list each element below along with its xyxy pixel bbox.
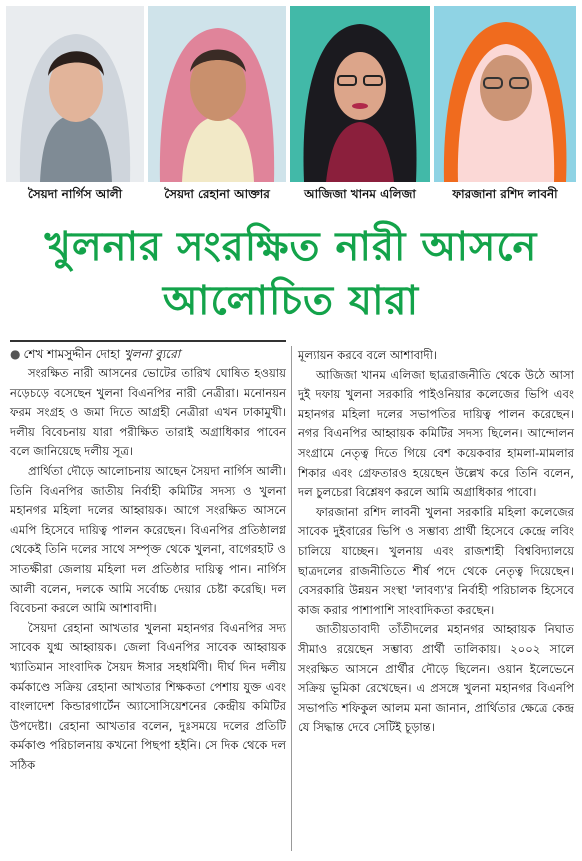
- photo-caption: সৈয়দা নার্গিস আলী: [27, 187, 123, 201]
- article-paragraph: সৈয়দা রেহানা আখতার খুলনা মহানগর বিএনপির সদ্য সাবেক যুগ্ম আহ্বায়ক। জেলা বিএনপির সাবেক আহ্বায়ক খ্যাতিমান সাংবাদিক সৈয়দ ঈসার সহধর্মিণী। দীর্ঘ দিন দলীয় কর্মকাণ্ডে সক্রিয় রেহানা আখতার শিক্ষকতা পেশায় যুক্ত এবং বাংলাদেশ কিন্ডারগার্টেন অ্যাসোসিয়েশনের কেন্দ্রীয় কমিটির উপদেষ্টা। রেহানা আখতার বলেন, দুঃসময়ে দলের প্রতিটি কর্মকাণ্ড পরিচালনায় কখনো পিছপা হইনি। সে দিক থেকে দল সঠিক: [10, 620, 286, 772]
- article-paragraph: জাতীয়তাবাদী তাঁতীদলের মহানগর আহ্বায়ক নিঘাত সীমাও রয়েছেন সম্ভাব্য প্রার্থী তালিকায়। ২০০২ সালে সংরক্ষিত আসনে প্রার্থীর দৌড়ে ছিলেন। ওয়ান ইলেভেনে সক্রিয় ভূমিকা রেখেছেন। এ প্রসঙ্গে খুলনা মহানগর বিএনপি সভাপতি শফিকুল আলম মনা জানান, প্রার্থিতার ক্ষেত্রে কেন্দ্র যে সিদ্ধান্ত দেবে সেটিই চূড়ান্ত।: [298, 622, 574, 735]
- photo-caption: ফারজানা রশিদ লাবনী: [452, 187, 558, 201]
- photo-card-nargis: [6, 6, 144, 204]
- bullet-icon: ●: [10, 347, 21, 361]
- article-paragraph: আজিজা খানম এলিজা ছাত্ররাজনীতি থেকে উঠে আসা দুই দফায় খুলনা সরকারি পাইওনিয়ার কলেজের ভিপি এবং মহানগর মহিলা দলের সভাপতির দায়িত্ব পালন করেছেন। নগর বিএনপির আহ্বায়ক কমিটির সদস্য ছিলেন। আন্দোলন সংগ্রামে নেতৃত্ব দিতে গিয়ে বেশ কয়েকবার হামলা-মামলার শিকার এবং গ্রেফতারও হয়েছেন উল্লেখ করে তিনি বলেন, দল চুলচেরা বিশ্লেষণ করলে আমি অগ্রাধিকার পাবো।: [298, 367, 574, 500]
- headline-line-2: আলোচিত যারা: [162, 278, 420, 324]
- article-paragraph: ফারজানা রশিদ লাবনী খুলনা সরকারি মহিলা কলেজের সাবেক দুইবারের ভিপি ও সম্ভাব্য প্রার্থী হিসেবে কেন্দ্রে লবিং চালিয়ে যাচ্ছেন। খুলনায় এবং রাজশাহী বিশ্ববিদ্যালয়ে ছাত্রদলের রাজনীতিতে শীর্ষ পদে থেকে নেতৃত্ব দিয়েছেন। বেসরকারি উন্নয়ন সংস্থা 'লাবণ্য'র নির্বাহী পরিচালক হিসেবে কাজ করার পাশাপাশি সাংবাদিকতা করছেন।: [298, 504, 574, 617]
- photo-caption: সৈয়দা রেহানা আক্তার: [164, 187, 270, 201]
- byline-bureau: খুলনা ব্যুরো: [123, 347, 181, 361]
- article-paragraph: মূল্যায়ন করবে বলে আশাবাদী।: [298, 348, 438, 362]
- article-paragraph: প্রার্থিতা দৌড়ে আলোচনায় আছেন সৈয়দা নার্গিস আলী। তিনি বিএনপির জাতীয় নির্বাহী কমিটির সদস্য ও খুলনা মহানগর মহিলা দলের আহ্বায়ক। আগে সংরক্ষিত আসনে এমপি হিসেবে দায়িত্ব পালন করেছেন। বিএনপির প্রতিষ্ঠালগ্ন থেকেই তিনি দলের সাথে সম্পৃক্ত থেকে খুলনা, বাগেরহাট ও সাতক্ষীরা জেলায় মহিলা দল প্রতিষ্ঠার দায়িত্ব পান। নার্গিস আলী বলেন, দলকে আমি সর্বোচ্চ দেয়ার চেষ্টা করেছি। দল বিবেচনা করলে আমি আশাবাদী।: [10, 463, 286, 616]
- photo-card-rehana: [148, 6, 286, 204]
- article-column-left: [10, 364, 286, 775]
- photo-card-farzana: [434, 6, 576, 204]
- photo-card-aziza: [290, 6, 430, 204]
- photo-row: [6, 6, 576, 204]
- portrait-photo: [148, 6, 286, 182]
- article-paragraph: সংরক্ষিত নারী আসনের ভোটের তারিখ ঘোষিত হওয়ায় নড়েচড়ে বসেছেন খুলনা বিএনপির নারী নেত্রীরা। মনোনয়ন ফরম সংগ্রহ ও জমা দিতে আগ্রহী নেত্রীরা এখন ঢাকামুখী। দলীয় বিবেচনায় যারা পরীক্ষিত তারাই অগ্রাধিকার পাবেন বলে জানিয়েছে দলীয় সূত্র।: [10, 366, 286, 459]
- portrait-photo: [434, 6, 576, 182]
- photo-caption: আজিজা খানম এলিজা: [304, 187, 416, 201]
- column-divider: [291, 346, 292, 851]
- portrait-photo: [6, 6, 144, 182]
- byline-author: শেখ শামসুদ্দীন দোহা: [23, 347, 121, 361]
- byline: [10, 345, 180, 363]
- portrait-photo: [290, 6, 430, 182]
- article-column-right: [298, 346, 574, 738]
- headline-line-1: খুলনার সংরক্ষিত নারী আসনে: [44, 224, 538, 270]
- column-top-rule: [10, 340, 286, 342]
